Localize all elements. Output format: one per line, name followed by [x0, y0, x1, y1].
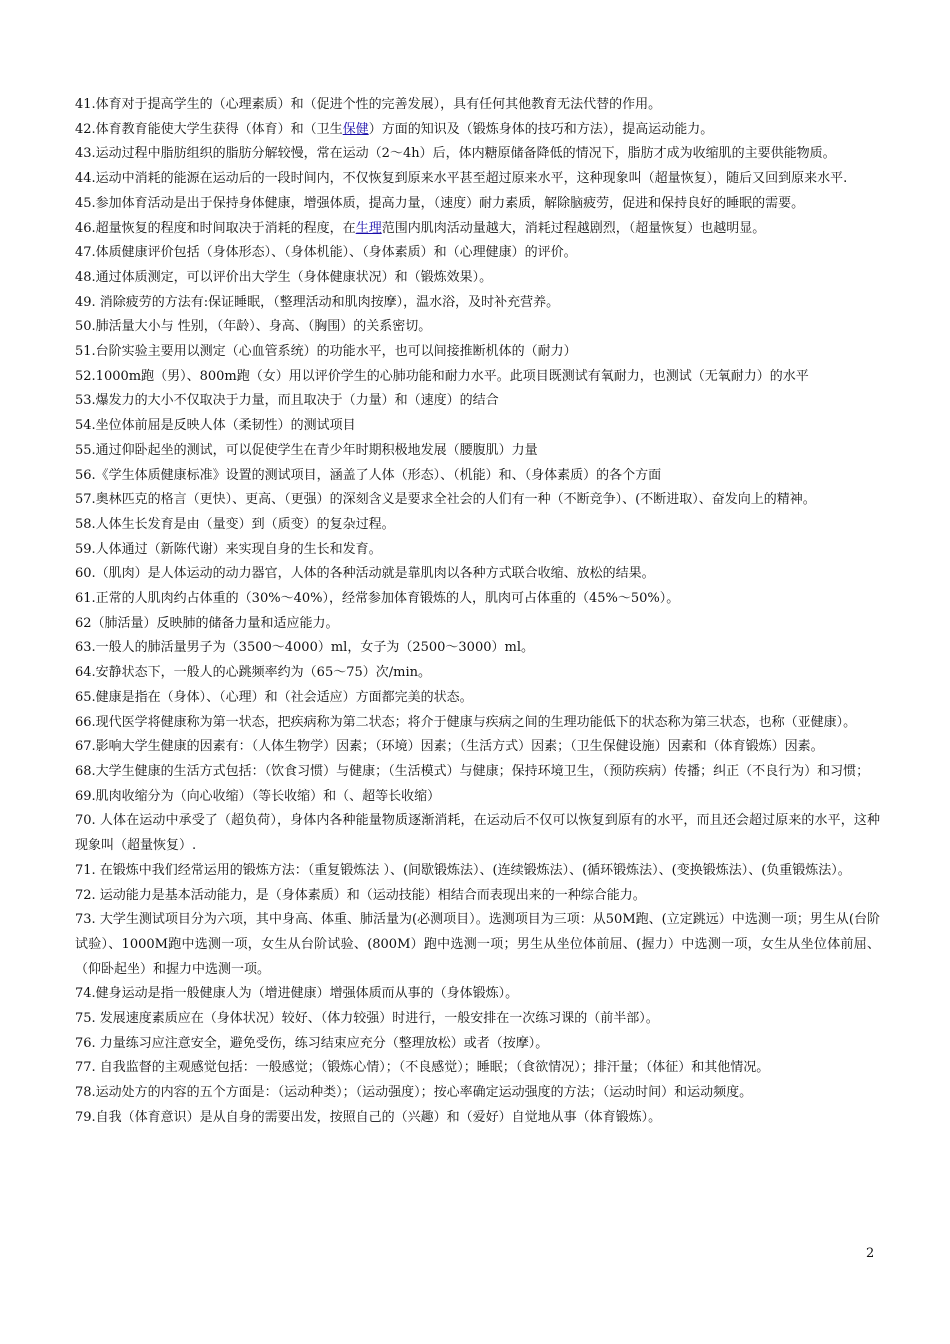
- item-58: 58.人体生长发育是由（量变）到（质变）的复杂过程。: [75, 516, 395, 532]
- item-62: 62（肺活量）反映肺的储备力量和适应能力。: [75, 615, 339, 631]
- item-67: 67.影响大学生健康的因素有：（人体生物学）因素；（环境）因素；（生活方式）因素；（卫生保健设施）因素和（体育锻炼）因素。: [75, 739, 824, 755]
- item-68: 68.大学生健康的生活方式包括：（饮食习惯）与健康；（生活模式）与健康；保持环境卫生，（预防疾病）传播；纠正（不良行为）和习惯；: [75, 763, 870, 779]
- item-42: [75, 118, 880, 143]
- item-59: 59.人体通过（新陈代谢）来实现自身的生长和发育。: [75, 541, 382, 557]
- item-54: 54.坐位体前屈是反映人体（柔韧性）的测试项目: [75, 418, 356, 434]
- item-42-pre: 42.体育教育能使大学生获得（体育）和（卫生: [75, 121, 343, 137]
- item-73: 73. 大学生测试项目分为六项，其中身高、体重、肺活量为(必测项目）。选测项目为三项：从50M跑、(立定跳远）中选测一项；男生从(台阶试验）、1000M跑中选测一项，女生从台阶试验、(800M）跑中选测一项；男生从坐位体前屈、(握力）中选测一项，女生从坐位体前屈、（仰卧起坐）和握力中选测一项。: [75, 912, 880, 977]
- item-64: 64.安静状态下，一般人的心跳频率约为（65～75）次/min。: [75, 665, 431, 681]
- item-60: 60.（肌肉）是人体运动的动力器官，人体的各种活动就是靠肌肉以各种方式联合收缩、放松的结果。: [75, 566, 655, 582]
- item-46-pre: 46.超量恢复的程度和时间取决于消耗的程度，在: [75, 220, 356, 236]
- item-57: 57.奥林匹克的格言（更快）、更高、（更强）的深刻含义是要求全社会的人们有一种（不断竞争）、(不断进取）、奋发向上的精神。: [75, 492, 816, 508]
- item-75: 75. 发展速度素质应在（身体状况）较好、（体力较强）时进行，一般安排在一次练习课的（前半部）。: [75, 1011, 659, 1027]
- item-69: 69.肌肉收缩分为（向心收缩）（等长收缩）和（、超等长收缩）: [75, 788, 441, 804]
- item-74: 74.健身运动是指一般健康人为（增进健康）增强体质而从事的（身体锻炼）。: [75, 986, 519, 1002]
- item-72: 72. 运动能力是基本活动能力，是（身体素质）和（运动技能）相结合而表现出来的一种综合能力。: [75, 887, 646, 903]
- item-48: 48.通过体质测定，可以评价出大学生（身体健康状况）和（锻炼效果）。: [75, 269, 493, 285]
- item-55: 55.通过仰卧起坐的测试，可以促使学生在青少年时期积极地发展（腰腹肌）力量: [75, 442, 538, 458]
- link-baojian[interactable]: 保健: [342, 121, 369, 137]
- item-53: 53.爆发力的大小不仅取决于力量，而且取决于（力量）和（速度）的结合: [75, 393, 499, 409]
- item-44: 44.运动中消耗的能源在运动后的一段时间内，不仅恢复到原来水平甚至超过原来水平，这种现象叫（超量恢复），随后又回到原来水平.: [75, 171, 848, 187]
- item-56: 56.《学生体质健康标准》设置的测试项目，涵盖了人体（形态）、（机能）和、（身体素质）的各个方面: [75, 467, 662, 483]
- item-71: 71. 在锻炼中我们经常运用的锻炼方法：（重复锻炼法 ）、(间歇锻炼法）、(连续锻炼法）、(循环锻炼法）、(变换锻炼法）、(负重锻炼法）。: [75, 862, 851, 878]
- item-46-post: 范围内肌肉活动量越大，消耗过程越剧烈，（超量恢复）也越明显。: [381, 220, 766, 236]
- item-51: 51.台阶实验主要用以测定（心血管系统）的功能水平，也可以间接推断机体的（耐力）: [75, 344, 577, 360]
- item-78: 78.运动处方的内容的五个方面是：（运动种类）；（运动强度）；按心率确定运动强度的方法；（运动时间）和运动频度。: [75, 1085, 753, 1101]
- item-52: 52.1000m跑（男）、800m跑（女）用以评价学生的心肺功能和耐力水平。此项目既测试有氧耐力，也测试（无氧耐力）的水平: [75, 368, 809, 384]
- document-body: [75, 93, 880, 1131]
- page-number: 2: [866, 1246, 875, 1261]
- item-77: 77. 自我监督的主观感觉包括：一般感觉；（锻炼心情）；（不良感觉）；睡眠；（食欲情况）；排汗量；（体征）和其他情况。: [75, 1060, 770, 1076]
- item-49: 49. 消除疲劳的方法有:保证睡眠，（整理活动和肌肉按摩），温水浴，及时补充营养。: [75, 294, 560, 310]
- item-63: 63.一般人的肺活量男子为（3500～4000）ml，女子为（2500～3000）ml。: [75, 640, 534, 656]
- item-47: 47.体质健康评价包括（身体形态）、（身体机能）、（身体素质）和（心理健康）的评价。: [75, 245, 577, 261]
- item-45: 45.参加体育活动是出于保持身体健康，增强体质，提高力量，（速度）耐力素质，解除脑疲劳，促进和保持良好的睡眠的需要。: [75, 195, 805, 211]
- item-50: 50.肺活量大小与 性别，（年龄）、身高、（胸围）的关系密切。: [75, 319, 432, 335]
- item-61: 61.正常的人肌肉约占体重的（30%～40%），经常参加体育锻炼的人，肌肉可占体重的（45%～50%）。: [75, 591, 680, 607]
- item-65: 65.健康是指在（身体）、（心理）和（社会适应）方面都完美的状态。: [75, 689, 473, 705]
- item-42-post: ）方面的知识及（锻炼身体的技巧和方法），提高运动能力。: [368, 121, 714, 137]
- item-43: 43.运动过程中脂肪组织的脂肪分解较慢，常在运动（2～4h）后，体内糖原储备降低的情况下，脂肪才成为收缩肌的主要供能物质。: [75, 146, 836, 162]
- item-76: 76. 力量练习应注意安全，避免受伤，练习结束应充分（整理放松）或者（按摩）。: [75, 1035, 549, 1051]
- item-70: 70. 人体在运动中承受了（超负荷），身体内各种能量物质逐渐消耗，在运动后不仅可以恢复到原有的水平，而且还会超过原来的水平，这种现象叫（超量恢复）.: [75, 813, 880, 854]
- item-41: 41.体育对于提高学生的（心理素质）和（促进个性的完善发展），具有任何其他教育无法代替的作用。: [75, 97, 662, 112]
- item-79: 79.自我（体育意识）是从自身的需要出发，按照自己的（兴趣）和（爱好）自觉地从事（体育锻炼）。: [75, 1109, 662, 1125]
- link-shengli[interactable]: 生理: [355, 220, 382, 236]
- item-46: [75, 217, 880, 242]
- item-66: 66.现代医学将健康称为第一状态，把疾病称为第二状态；将介于健康与疾病之间的生理功能低下的状态称为第三状态，也称（亚健康）。: [75, 714, 857, 730]
